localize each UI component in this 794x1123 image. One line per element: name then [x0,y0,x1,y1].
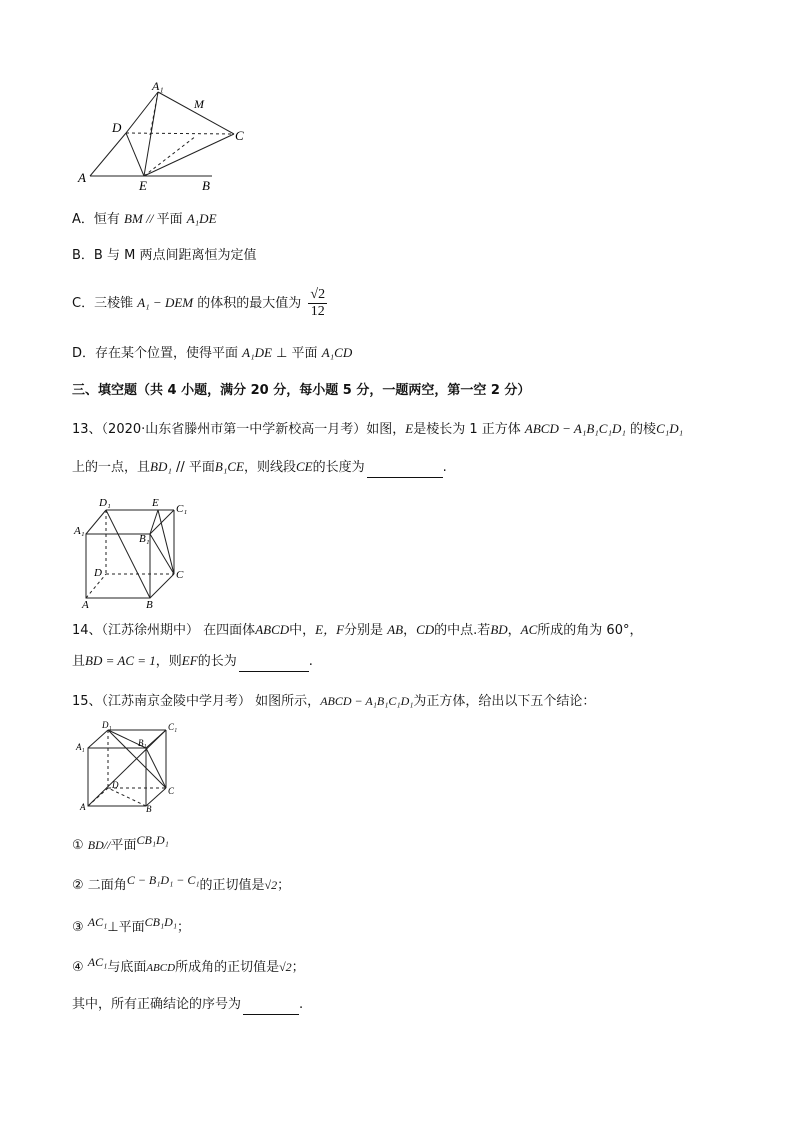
section-3-title: 三、填空题（共 4 小题，满分 20 分，每小题 5 分，一题两空，第一空 2 分） [72,383,531,398]
label-a1: A₁ [74,525,85,537]
seg-e-c [158,510,174,574]
hidden-b-d [108,788,146,806]
label-b: B [146,804,152,812]
top-a1-d1 [88,730,108,748]
q14-line2: 且BD = AC = 1，则EF的长为 . [72,652,313,672]
q14-line1: 14、（江苏徐州期中） 在四面体ABCD中，E，F分别是 AB，CD的中点.若BD，AC所成的角为 60°， [72,622,643,638]
label-b1: B₁ [139,533,150,545]
label-a1: A₁ [76,742,85,752]
label-m: M [194,97,204,111]
label-e: E [139,178,147,193]
bottom-b-c [150,574,174,598]
label-c1: C₁ [176,503,188,515]
q13-line2: 上的一点，且BD₁ // 平面B₁CE，则线段CE的长度为 . [72,458,447,478]
label-b: B [146,599,153,608]
option-d: D．存在某个位置，使得平面 A₁DE ⊥ 平面 A₁CD [72,345,353,361]
dash-d-c [126,133,234,134]
fraction-sqrt2-over-12: $\frac{√2}{12}$ [310,287,326,319]
seg-d-a1 [126,92,158,133]
conclusion-3: ③ AC₁⊥平面CB₁D₁； [72,915,191,935]
label-d1: D₁ [102,720,112,730]
label-b1: B₁ [138,738,147,748]
seg-e-c [144,134,234,176]
label-e: E [152,497,159,509]
q15-line: 15、（江苏南京金陵中学月考） 如图所示，ABCD − A₁B₁C₁D₁为正方体，给出以下五个结论： [72,694,596,709]
label-d: D [112,120,122,135]
figure-folded-triangle [72,78,252,196]
seg-b1-c [146,748,166,788]
top-a1-d1 [86,510,106,534]
conclusion-2: ② 二面角C − B₁D₁ − C₁的正切值是√2； [72,873,291,893]
label-c1: C₁ [168,722,178,732]
label-d: D [94,567,102,579]
label-b: B [202,178,210,193]
final-question: 其中，所有正确结论的序号为 . [72,996,303,1015]
answer-blank[interactable] [243,996,299,1015]
dash-e-m [144,136,196,176]
figure-cube-15 [74,720,184,812]
answer-blank[interactable] [367,459,443,478]
seg-d-e [126,133,144,176]
seg-d1-b [106,510,150,598]
label-a: A [82,599,89,608]
label-a: A [80,802,86,812]
label-d: D [112,780,119,790]
option-c: C．三棱锥 A₁ − DEM 的体积的最大值为 $\frac{√2}{12}$ [72,287,326,319]
seg-a-c1 [88,730,166,806]
seg-b1-c [150,534,174,574]
figure-cube-13 [72,494,192,608]
conclusion-4: ④ AC₁与底面ABCD所成角的正切值是√2； [72,955,305,975]
label-c: C [176,569,184,581]
label-d1: D₁ [99,497,111,509]
option-a: A．恒有 BM // 平面 A₁DE [72,211,217,227]
label-a: A [78,170,86,185]
label-a1: A₁ [152,79,164,93]
answer-blank[interactable] [239,653,309,672]
option-b: B．B 与 M 两点间距离恒为定值 [72,248,257,263]
label-c: C [235,128,244,143]
q13-line1: 13、（2020·山东省滕州市第一中学新校高一月考）如图，E是棱长为 1 正方体 ABCD − A₁B₁C₁D₁ 的棱C₁D₁ [72,421,684,437]
label-c: C [168,786,175,796]
seg-a-d [90,133,126,176]
conclusion-1: ① BD//平面CB₁D₁ [72,833,169,853]
